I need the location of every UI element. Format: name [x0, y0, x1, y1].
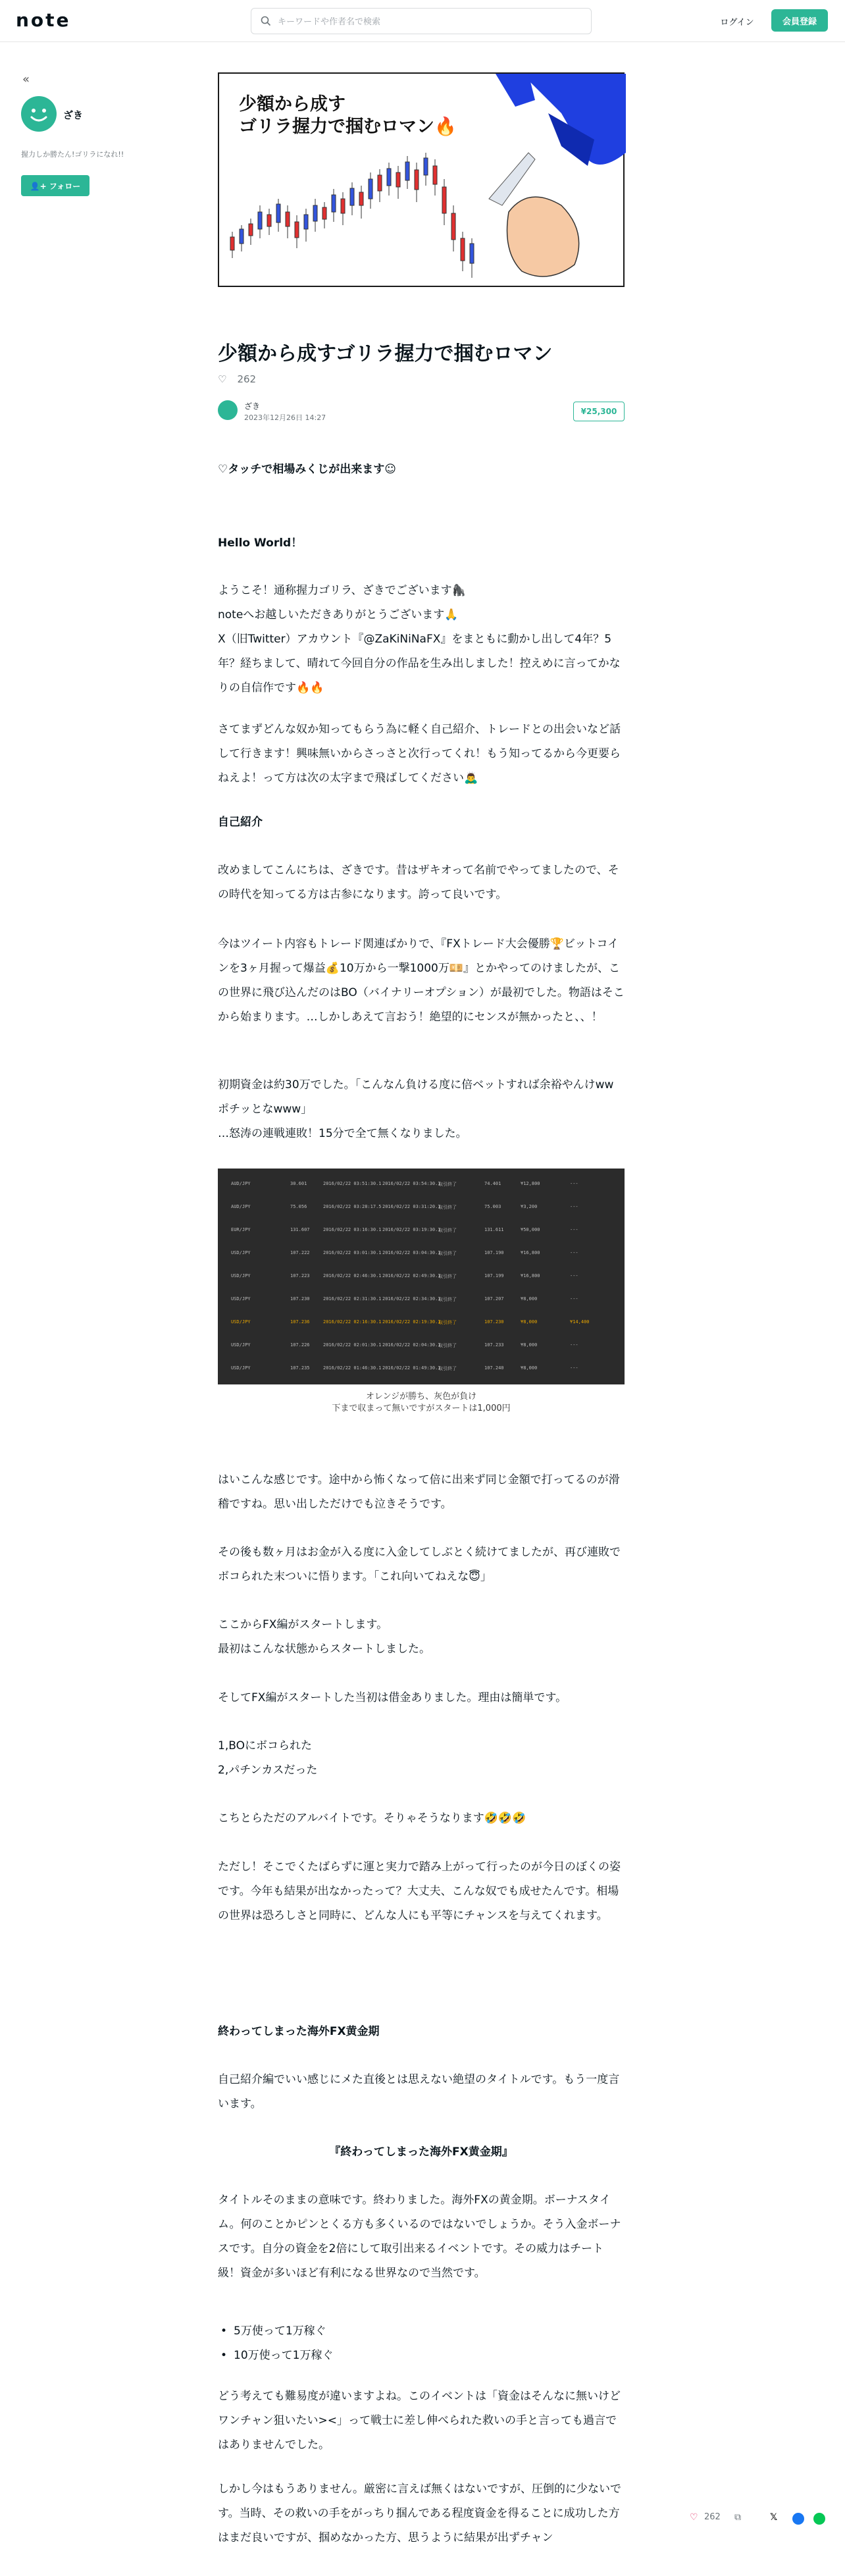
signup-button[interactable]: 会員登録: [771, 9, 828, 32]
trade-cell-pay: ---: [570, 1296, 578, 1301]
trade-cell-rate: 107.207: [484, 1296, 504, 1301]
trade-cell-pay: ---: [570, 1273, 578, 1278]
smiley-icon: [21, 96, 57, 132]
trade-cell-dir: 107.223: [290, 1273, 310, 1278]
paragraph: 今はツイート内容もトレード関連ばかりで、『FXトレード大会優勝🏆ビットコインを3ヶ月握って爆益💰10万から一撃1000万💴』とかやってのけましたが、この世界に飛び込んだのはBO（バイナリーオプション）が最初でした。物語はそこから始まります。…しかしあえて言おう！絶望的にセンスが無かったと、、！: [218, 937, 625, 1024]
trade-cell-pair: USD/JPY: [231, 1365, 251, 1371]
hero-image: [218, 72, 625, 287]
trade-row: [218, 1244, 625, 1264]
follow-label: フォロー: [49, 181, 81, 191]
line-share-icon[interactable]: [813, 2513, 825, 2525]
trade-cell-rate: 131.611: [484, 1227, 504, 1232]
trade-cell-pay: ---: [570, 1227, 578, 1232]
search-input[interactable]: [278, 14, 580, 30]
paragraph: こちとらただのアルバイトです。そりゃそうなります🤣🤣🤣: [218, 1812, 526, 1825]
article-title: 少額から成すゴリラ握力で掴むロマン: [218, 342, 553, 365]
trade-cell-status: 取引終了: [438, 1205, 457, 1210]
trade-cell-amt: ¥50,000: [521, 1227, 540, 1232]
trade-cell-amt: ¥12,800: [521, 1181, 540, 1186]
trade-cell-dir: 30.601: [290, 1181, 307, 1186]
trade-cell-open: 2016/02/22 03:01:30.1: [323, 1250, 382, 1255]
trade-cell-dir: 107.230: [290, 1296, 310, 1301]
trade-cell-amt: ¥8,000: [521, 1296, 538, 1301]
author-avatar[interactable]: [218, 400, 238, 420]
trade-cell-pay: ---: [570, 1250, 578, 1255]
trade-cell-dir: 131.607: [290, 1227, 310, 1232]
trade-cell-close: 2016/02/22 01:49:30.1: [382, 1365, 441, 1371]
trade-cell-open: 2016/02/22 01:46:30.1: [323, 1365, 382, 1371]
trade-cell-open: 2016/02/22 03:28:17.5: [323, 1204, 382, 1209]
trade-cell-status: 取引終了: [438, 1182, 457, 1187]
creator-avatar[interactable]: [21, 96, 57, 132]
publish-date: 2023年12月26日 14:27: [244, 413, 326, 422]
collapse-sidebar-icon[interactable]: «: [22, 72, 30, 86]
floating-action-bar: [684, 2506, 845, 2532]
trade-cell-status: 取引終了: [438, 1228, 457, 1233]
trade-cell-amt: ¥8,000: [521, 1342, 538, 1348]
paragraph: 改めましてこんにちは、ざきです。昔はザキオって名前でやってましたので、その時代を知ってる方は古参になります。誇って良いです。: [218, 864, 619, 901]
trade-cell-close: 2016/02/22 03:04:30.1: [382, 1250, 441, 1255]
trade-cell-close: 2016/02/22 03:31:20.1: [382, 1204, 441, 1209]
trade-row: [218, 1336, 625, 1356]
trade-row: [218, 1175, 625, 1195]
trade-cell-rate: 107.230: [484, 1319, 504, 1325]
paragraph: Hello World！: [218, 537, 303, 550]
paragraph: 自己紹介編でいい感じにメた直後とは思えない絶望のタイトルです。もう一度言います。: [218, 2073, 620, 2111]
trade-cell-close: 2016/02/22 02:49:30.1: [382, 1273, 441, 1278]
list-item: • 10万使って1万稼ぐ: [218, 2344, 625, 2368]
trade-row: [218, 1359, 625, 1379]
trade-cell-pay: ---: [570, 1342, 578, 1348]
trade-cell-open: 2016/02/22 02:31:30.1: [323, 1296, 382, 1301]
trade-cell-open: 2016/02/22 02:46:30.1: [323, 1273, 382, 1278]
trade-cell-close: 2016/02/22 03:19:30.1: [382, 1227, 441, 1232]
trade-cell-status: 取引終了: [438, 1320, 457, 1325]
add-user-icon: 👤+: [30, 181, 49, 191]
trade-cell-open: 2016/02/22 03:16:30.1: [323, 1227, 382, 1232]
paragraph: その後も数ヶ月はお金が入る度に入金してしぶとく続けてましたが、再び連敗でボコられた末ついに悟ります。「これ向いてねえな😇」: [218, 1546, 621, 1583]
hero-title: 少額から成す ゴリラ握力で掴むロマン🔥: [239, 94, 457, 137]
trade-cell-status: 取引終了: [438, 1251, 457, 1256]
paragraph: そしてFX編がスタートした当初は借金ありました。理由は簡単です。: [218, 1691, 567, 1704]
login-button[interactable]: ログイン: [712, 11, 762, 32]
trade-row: [218, 1290, 625, 1310]
trade-cell-rate: 74.401: [484, 1181, 501, 1186]
article-column: [218, 72, 625, 2544]
trade-cell-amt: ¥8,000: [521, 1319, 538, 1325]
trade-cell-pair: USD/JPY: [231, 1342, 251, 1348]
trade-cell-pay: ¥14,400: [570, 1319, 590, 1325]
price-badge[interactable]: ¥25,300: [573, 402, 625, 421]
like-summary: [218, 373, 256, 385]
paragraph: ただし！そこでくたばらずに運と実力で踏み上がって行ったのが今日のぼくの姿です。今年も結果が出なかったって？大丈夫、こんな奴でも成せたんです。相場の世界は恐ろしさと同時に、どんな人にも平等にチャンスを与えてくれます。: [218, 1860, 621, 1922]
creator-name[interactable]: ざき: [63, 109, 84, 121]
trade-cell-pair: AUD/JPY: [231, 1181, 251, 1186]
trade-cell-amt: ¥16,800: [521, 1250, 540, 1255]
trade-cell-pair: USD/JPY: [231, 1273, 251, 1278]
note-logo[interactable]: note: [16, 9, 71, 31]
trade-cell-rate: 107.240: [484, 1365, 504, 1371]
image-caption: オレンジが勝ち、灰色が負け 下まで収まって無いですがスタートは1,000円: [332, 1392, 511, 1413]
site-header: [0, 0, 845, 42]
trade-cell-dir: 107.235: [290, 1365, 310, 1371]
trade-cell-dir: 107.236: [290, 1319, 310, 1325]
trade-cell-close: 2016/02/22 02:34:30.1: [382, 1296, 441, 1301]
section-heading: 自己紹介: [218, 816, 263, 829]
trade-cell-pair: AUD/JPY: [231, 1204, 251, 1209]
trade-cell-pair: USD/JPY: [231, 1296, 251, 1301]
trade-cell-open: 2016/02/22 02:16:30.1: [323, 1319, 382, 1325]
search-icon: [261, 16, 271, 26]
paragraph: しかし今はもうありません。厳密に言えば無くはないですが、圧倒的に少ないです。当時、その救いの手をがっちり掴んである程度資金を得ることに成功した方はまだ良いですが、掴めなかった方、思うように結果が出ずチャン: [218, 2483, 622, 2544]
trade-history-image: [218, 1169, 625, 1384]
paragraph: ここからFX編がスタートします。 最初はこんな状態からスタートしました。: [218, 1618, 430, 1656]
paragraph: 1,BOにボコられた 2,パチンカスだった: [218, 1739, 318, 1777]
paragraph: どう考えても難易度が違いますよね。このイベントは「資金はそんなに無いけどワンチャン狙いたい><」って戦士に差し伸べられた救いの手と言っても過言ではありませんでした。: [218, 2390, 621, 2452]
trade-cell-close: 2016/02/22 02:19:30.1: [382, 1319, 441, 1325]
section-heading: 『終わってしまった海外FX黄金期』: [329, 2145, 513, 2159]
paragraph: ようこそ！通称握力ゴリラ、ざきでございます🦍 noteへお越しいただきありがとうございます🙏 X（旧Twitter）アカウント『@ZaKiNiNaFX』をまともに動かし出して4年？5年？経ちまして、晴れて今回自分の作品を生み出しました！控えめに言ってかなりの自信作です🔥🔥: [218, 584, 621, 695]
trade-cell-rate: 107.199: [484, 1273, 504, 1278]
trade-cell-pair: USD/JPY: [231, 1319, 251, 1325]
trade-cell-amt: ¥3,200: [521, 1204, 538, 1209]
like-count: 262: [704, 2512, 721, 2522]
trade-cell-pair: USD/JPY: [231, 1250, 251, 1255]
paragraph: さてまずどんな奴か知ってもらう為に軽く自己紹介、トレードとの出会いなど話して行きます！興味無いからさっさと次行ってくれ！もう知ってるから今更要らねえよ！って方は次の太字まで飛ばしてください🙇‍♂️: [218, 723, 621, 785]
trade-cell-status: 取引終了: [438, 1274, 457, 1279]
trade-row: [218, 1313, 625, 1333]
paragraph: ♡タッチで相場みくじが出来ます☺: [218, 463, 396, 476]
creator-bio: 握力しか勝たん!ゴリラになれ!!: [21, 150, 124, 159]
trade-cell-dir: 107.226: [290, 1342, 310, 1348]
follow-button[interactable]: [21, 175, 90, 196]
trade-cell-amt: ¥8,000: [521, 1365, 538, 1371]
like-count: 262: [237, 373, 257, 385]
trade-cell-dir: 75.056: [290, 1204, 307, 1209]
heart-icon[interactable]: ♡: [690, 2512, 698, 2523]
paragraph: はいこんな感じです。途中から怖くなって倍に出来ず同じ金額で打ってるのが滑稽ですね。思い出しただけでも泣きそうです。: [218, 1473, 620, 1511]
trade-cell-pay: ---: [570, 1204, 578, 1209]
trade-cell-amt: ¥16,800: [521, 1273, 540, 1278]
search-box[interactable]: [251, 8, 592, 34]
list-item: • 5万使って1万稼ぐ: [218, 2319, 625, 2344]
trade-row: [218, 1267, 625, 1287]
bookmark-icon[interactable]: ⧉: [734, 2512, 741, 2523]
paragraph: タイトルそのままの意味です。終わりました。海外FXの黄金期。ボーナスタイム。何のことかピンとくる方も多くいるのではないでしょうか。そう入金ボーナスです。自分の資金を2倍にして取引出来るイベントです。その威力はチート級！資金が多いほど有利になる世界なので当然です。: [218, 2194, 621, 2280]
x-share-icon[interactable]: 𝕏: [770, 2512, 778, 2523]
trade-cell-rate: 107.233: [484, 1342, 504, 1348]
trade-cell-open: 2016/02/22 03:51:30.1: [323, 1181, 382, 1186]
bullet-list: [218, 2319, 625, 2368]
trade-cell-close: 2016/02/22 02:04:30.1: [382, 1342, 441, 1348]
trade-cell-status: 取引終了: [438, 1366, 457, 1371]
trade-cell-dir: 107.222: [290, 1250, 310, 1255]
trade-cell-rate: 107.190: [484, 1250, 504, 1255]
trade-cell-close: 2016/02/22 03:54:30.1: [382, 1181, 441, 1186]
facebook-share-icon[interactable]: [792, 2513, 804, 2525]
author-name[interactable]: ざき: [244, 402, 261, 411]
trade-row: [218, 1198, 625, 1218]
section-heading: 終わってしまった海外FX黄金期: [218, 2025, 380, 2038]
paragraph: 初期資金は約30万でした。「こんなん負ける度に倍ベットすれば余裕やんけwwポチッとなwww」 …怒涛の連戦連敗！15分で全て無くなりました。: [218, 1078, 614, 1140]
trade-row: [218, 1221, 625, 1241]
trade-cell-open: 2016/02/22 02:01:30.1: [323, 1342, 382, 1348]
trade-cell-rate: 75.003: [484, 1204, 501, 1209]
trade-cell-status: 取引終了: [438, 1297, 457, 1302]
trade-cell-status: 取引終了: [438, 1343, 457, 1348]
trade-cell-pay: ---: [570, 1365, 578, 1371]
trade-cell-pair: EUR/JPY: [231, 1227, 251, 1232]
trade-cell-pay: ---: [570, 1181, 578, 1186]
heart-icon[interactable]: ♡: [218, 373, 227, 385]
